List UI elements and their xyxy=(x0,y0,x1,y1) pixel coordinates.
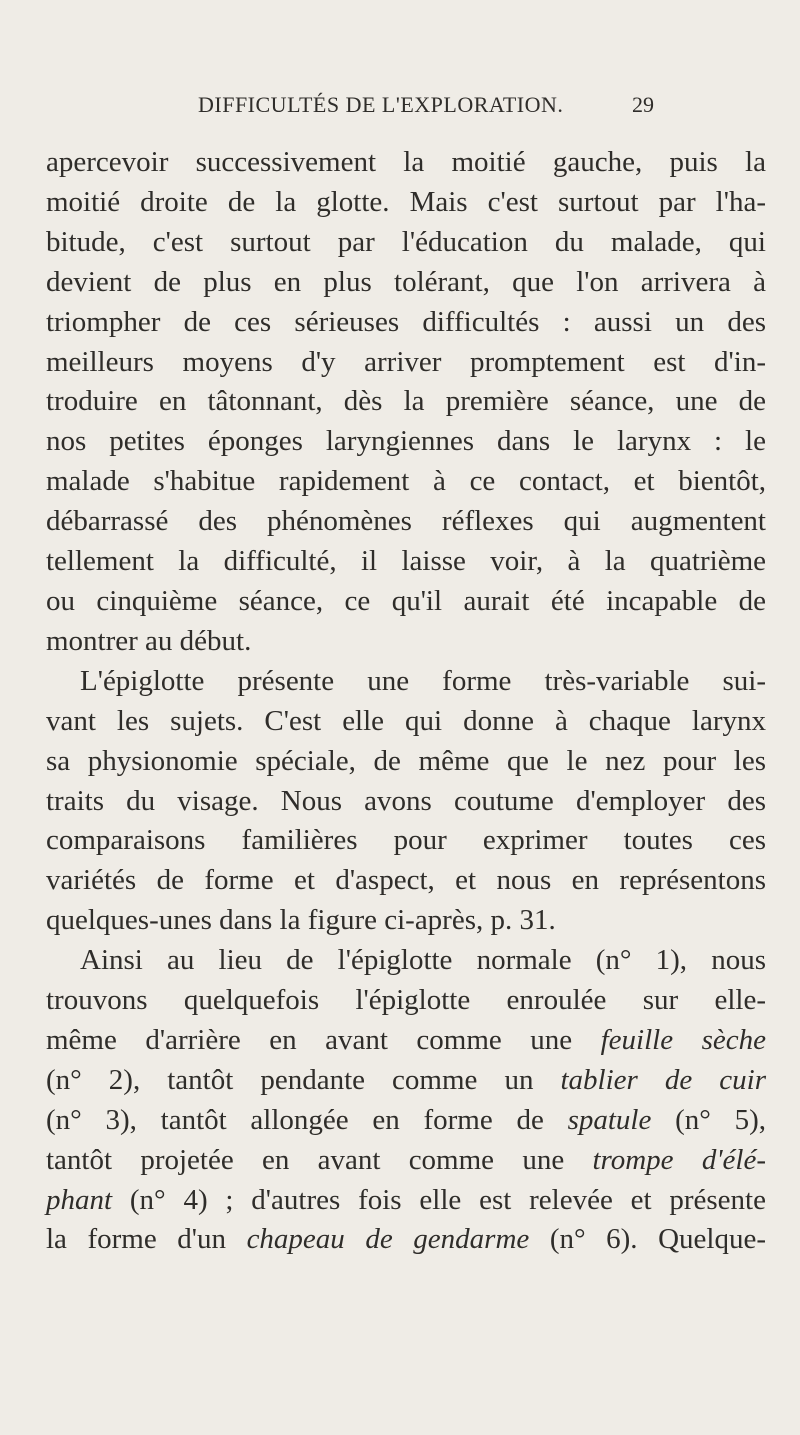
italic-term: feuille sèche xyxy=(600,1023,766,1056)
text-line: variétés de forme et d'aspect, et nous en représentons xyxy=(46,864,766,897)
text-run: (n° 3), tantôt allongée en forme de xyxy=(46,1103,568,1136)
text-line xyxy=(46,1141,766,1181)
text-line: traits du visage. Nous avons coutume d'employer des xyxy=(46,784,766,817)
text-line: devient de plus en plus tolérant, que l'on arrivera à xyxy=(46,265,766,298)
text-line: ou cinquième séance, ce qu'il aurait été incapable de xyxy=(46,584,766,617)
running-title: DIFFICULTÉS DE L'EXPLORATION. xyxy=(198,92,564,117)
text-run: (n° 2), tantôt pendante comme un xyxy=(46,1063,561,1096)
text-line: trouvons quelquefois l'épiglotte enroulée sur elle- xyxy=(46,984,766,1017)
page-header xyxy=(0,86,800,126)
text-line: meilleurs moyens d'y arriver promptement est d'in- xyxy=(46,345,766,378)
paragraph-start-line: Ainsi au lieu de l'épiglotte normale (n° 1), nous xyxy=(80,944,766,977)
paragraph-start-line: L'épiglotte présente une forme très-variable sui- xyxy=(80,664,766,697)
body-text xyxy=(46,143,766,1260)
text-line: moitié droite de la glotte. Mais c'est surtout par l'ha- xyxy=(46,185,766,218)
text-line xyxy=(46,1220,766,1260)
text-line: tellement la difficulté, il laisse voir, à la quatrième xyxy=(46,545,766,578)
page-number: 29 xyxy=(632,92,654,117)
italic-term: phant xyxy=(46,1183,113,1216)
italic-term: chapeau de gendarme xyxy=(246,1223,530,1256)
text-line: montrer au début. xyxy=(46,624,252,657)
text-run: (n° 5), xyxy=(651,1103,766,1136)
text-line: débarrassé des phénomènes réflexes qui augmentent xyxy=(46,505,766,538)
text-line xyxy=(46,1181,766,1221)
text-line xyxy=(46,1061,766,1101)
text-run: (n° 6). Quelque- xyxy=(529,1223,766,1256)
text-line: troduire en tâtonnant, dès la première séance, une de xyxy=(46,385,766,418)
italic-term: trompe d'élé- xyxy=(592,1143,766,1176)
text-run: la forme d'un xyxy=(46,1223,247,1256)
text-line: triompher de ces sérieuses difficultés : aussi un des xyxy=(46,305,766,338)
text-line: malade s'habitue rapidement à ce contact, et bientôt, xyxy=(46,465,766,498)
text-line: sa physionomie spéciale, de même que le nez pour les xyxy=(46,744,766,777)
text-line: apercevoir successivement la moitié gauche, puis la xyxy=(46,146,766,178)
text-run: tantôt projetée en avant comme une xyxy=(46,1143,593,1176)
text-line: quelques-unes dans la figure ci-après, p. 31. xyxy=(46,904,556,937)
text-line: nos petites éponges laryngiennes dans le larynx : le xyxy=(46,425,766,458)
italic-term: tablier de cuir xyxy=(560,1063,767,1096)
text-line xyxy=(46,1021,766,1061)
text-run: même d'arrière en avant comme une xyxy=(46,1023,601,1056)
text-line: bitude, c'est surtout par l'éducation du malade, qui xyxy=(46,225,766,258)
text-line xyxy=(46,1101,766,1141)
italic-term: spatule xyxy=(567,1103,652,1136)
text-line: comparaisons familières pour exprimer toutes ces xyxy=(46,824,766,857)
text-line: vant les sujets. C'est elle qui donne à chaque larynx xyxy=(46,704,766,737)
text-run: (n° 4) ; d'autres fois elle est relevée et présente xyxy=(112,1183,766,1216)
